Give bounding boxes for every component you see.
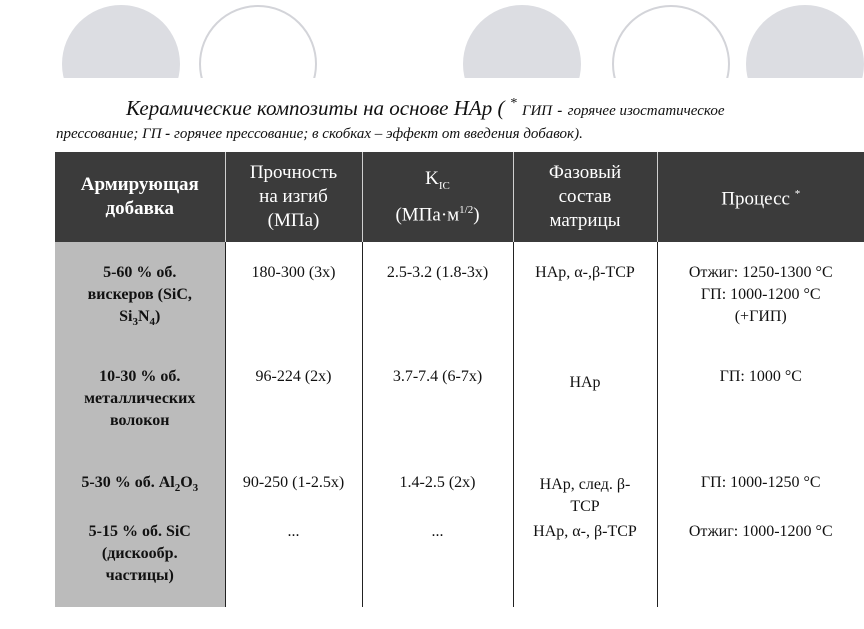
cell-process: ГП: 1000 °C xyxy=(657,365,864,470)
cell-additive: 5-60 % об. вискеров (SiC, $Si_3N_4$) xyxy=(55,242,225,365)
table-row xyxy=(55,242,864,365)
caption-main: Керамические композиты на основе HAp ( xyxy=(126,96,505,120)
caption-gip-def: горячее изостатическое xyxy=(567,103,725,119)
cell-strength: ... xyxy=(225,521,362,607)
cell-phase: HAp xyxy=(513,365,657,470)
cell-process: Отжиг: 1250-1300 °C ГП: 1000-1200 °C (+ГИП) xyxy=(657,242,864,365)
header-process: Процесс * xyxy=(657,152,864,242)
cell-strength: 180-300 (3x) xyxy=(225,242,362,365)
cell-additive: 5-30 % об. $Al_2O_3$ xyxy=(55,470,225,521)
caption-gip-abbr: ГИП xyxy=(521,103,553,119)
caption-gp-def: горячее прессование; xyxy=(174,126,309,142)
cell-process: Отжиг: 1000-1200 °C xyxy=(657,521,864,607)
composites-table xyxy=(55,152,864,607)
cell-phase: HAp, α-, β-TCP xyxy=(513,521,657,607)
slide-caption xyxy=(56,90,856,143)
table-header-row xyxy=(55,152,864,242)
cell-kic: 2.5-3.2 (1.8-3x) xyxy=(362,242,513,365)
cell-kic: 3.7-7.4 (6-7x) xyxy=(362,365,513,470)
header-additive: Армирующая добавка xyxy=(55,152,225,242)
cell-kic: 1.4-2.5 (2x) xyxy=(362,470,513,521)
caption-brackets-note: в скобках – эффект от введения добавок xyxy=(312,126,575,142)
table-row xyxy=(55,365,864,470)
header-strength: Прочность на изгиб (МПа) xyxy=(225,152,362,242)
caption-line2-prefix: прессование; xyxy=(56,126,139,142)
caption-line-2: прессование; ГП - горячее прессование; в скобках – эффект от введения добавок). xyxy=(56,126,583,142)
caption-gp-abbr: ГП xyxy=(142,126,162,142)
cell-strength: 96-224 (2x) xyxy=(225,365,362,470)
cell-kic: ... xyxy=(362,521,513,607)
caption-star: * xyxy=(509,96,517,111)
cell-phase: HAp, α-,β-TCP xyxy=(513,242,657,365)
cell-strength: 90-250 (1-2.5x) xyxy=(225,470,362,521)
caption-line-1: Керамические композиты на основе HAp ( * ГИП - горячее изостатическое xyxy=(126,96,725,120)
cell-additive: 5-15 % об. SiC (дискообр. частицы) xyxy=(55,521,225,607)
cell-additive: 10-30 % об. металлических волокон xyxy=(55,365,225,470)
cell-phase: HAp, след. β-TCP xyxy=(513,470,657,521)
header-phase: Фазовый состав матрицы xyxy=(513,152,657,242)
table-row xyxy=(55,470,864,521)
table-row xyxy=(55,521,864,607)
caption-close: ). xyxy=(574,126,583,142)
header-kic: $K_{IC}$ $(МПа\cdot м^{1/2})$ xyxy=(362,152,513,242)
cell-process: ГП: 1000-1250 °C xyxy=(657,470,864,521)
